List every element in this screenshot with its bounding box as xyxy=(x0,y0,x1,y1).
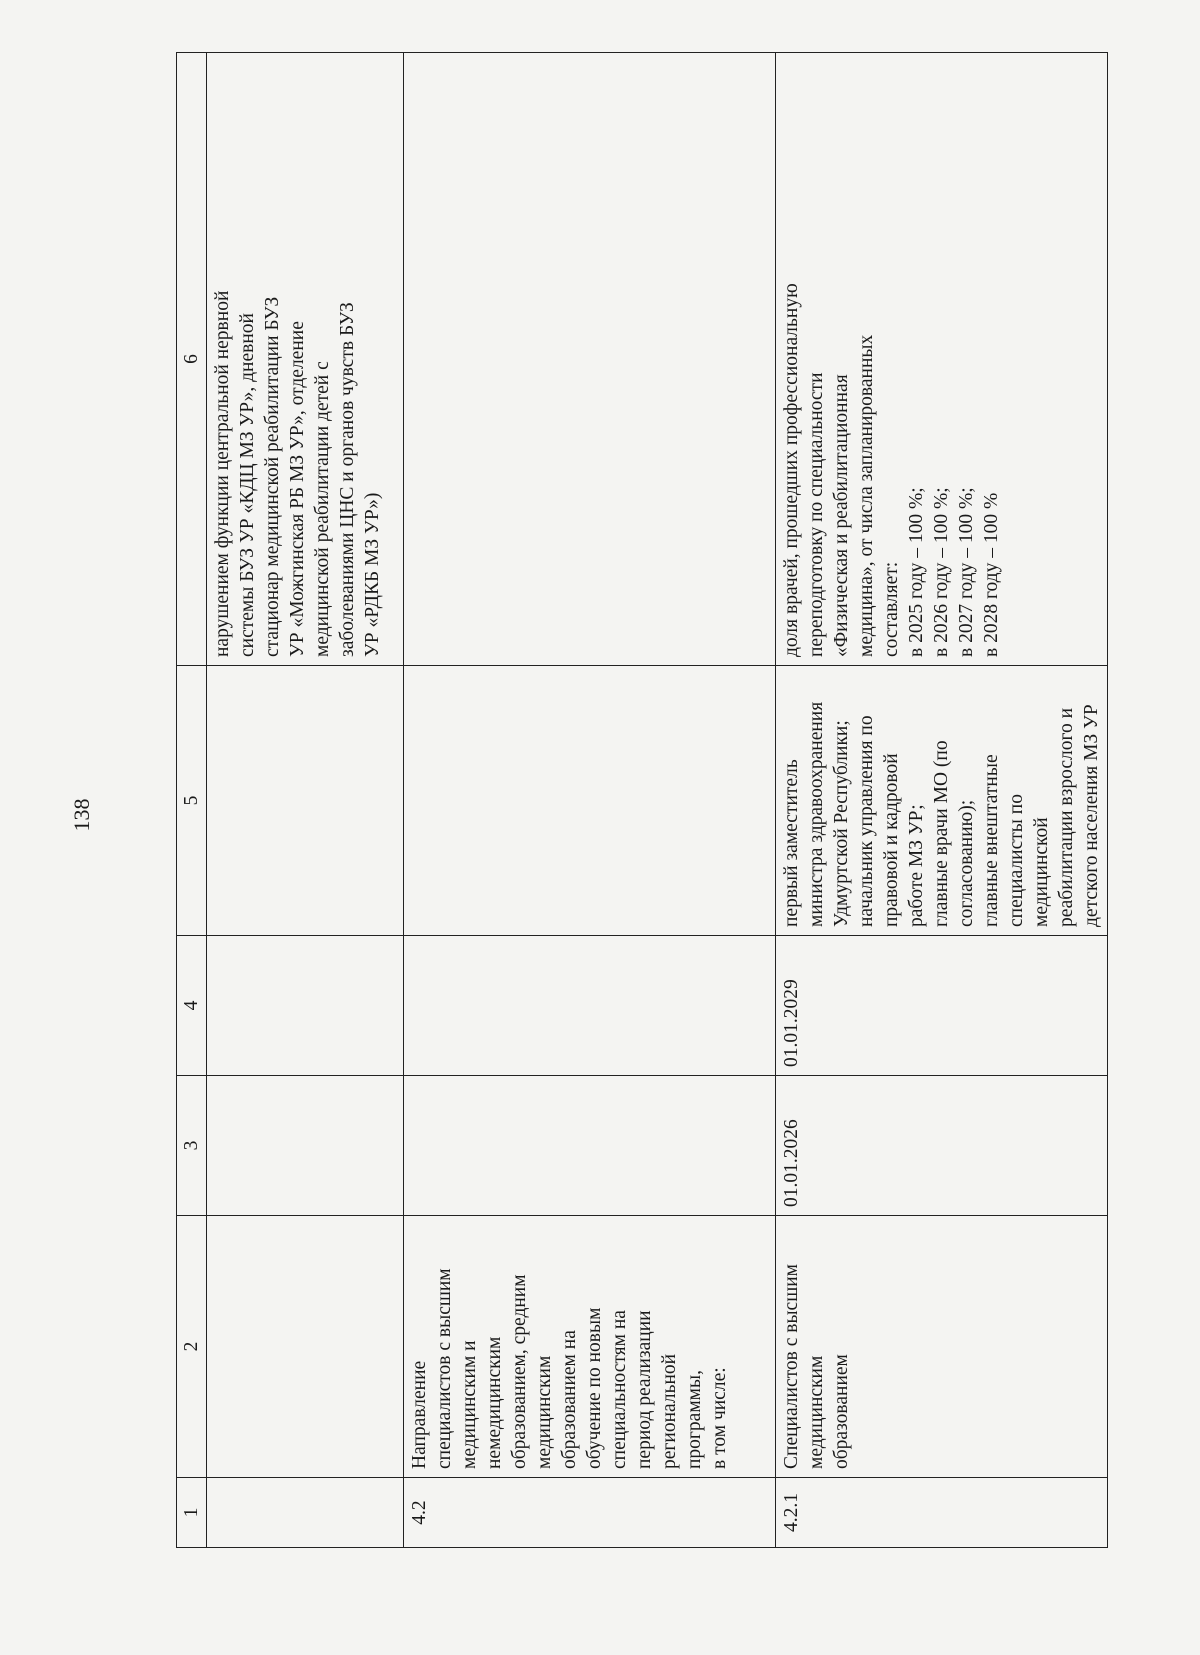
cell-text-line: образованием xyxy=(831,1354,852,1469)
column-header: 1 xyxy=(177,1478,207,1548)
table-cell-c2 xyxy=(776,1216,1108,1478)
table-cell-c6 xyxy=(776,53,1108,666)
column-header: 5 xyxy=(177,666,207,936)
table-cell-c1 xyxy=(207,1478,404,1548)
column-header: 6 xyxy=(177,53,207,666)
cell-text: 01.01.2029 xyxy=(781,979,802,1067)
cell-text: 4.2.1 xyxy=(781,1493,802,1532)
cell-text-line: образованием, средним xyxy=(509,1274,530,1469)
column-header: 3 xyxy=(177,1076,207,1216)
cell-text-line: медицинской xyxy=(1031,817,1052,927)
cell-text-line: доля врачей, прошедших профессиональную xyxy=(781,283,802,657)
table-row xyxy=(404,53,776,1548)
table-row xyxy=(207,53,404,1548)
cell-text-line: медицина», от числа запланированных xyxy=(856,334,877,657)
table-cell-c2 xyxy=(207,1216,404,1478)
cell-text-line: составляет: xyxy=(881,561,902,657)
cell-text-line: заболеваниями ЦНС и органов чувств БУЗ xyxy=(337,302,358,657)
cell-text-line: Специалистов с высшим xyxy=(781,1264,802,1469)
measures-table xyxy=(176,52,1108,1548)
cell-text-line: УР «Можгинская РБ МЗ УР», отделение xyxy=(287,321,308,657)
cell-text-line: немедицинским xyxy=(484,1336,505,1469)
table-row xyxy=(776,53,1108,1548)
table-cell-c4 xyxy=(207,936,404,1076)
table-cell-c1 xyxy=(404,1478,776,1548)
cell-text-line: Удмуртской Республики; xyxy=(831,720,852,927)
cell-text-line: специалисты по xyxy=(1006,794,1027,927)
cell-text-line: главные врачи МО (по xyxy=(931,740,952,927)
cell-text: 4.2 xyxy=(409,1500,430,1525)
table-cell-c4 xyxy=(404,936,776,1076)
cell-text-line: первый заместитель xyxy=(781,759,802,927)
cell-text-line: детского населения МЗ УР xyxy=(1081,704,1102,927)
cell-text-line: медицинским и xyxy=(459,1340,480,1469)
cell-text-line: стационар медицинской реабилитации БУЗ xyxy=(262,296,283,657)
cell-text-line: УР «РДКБ МЗ УР») xyxy=(362,492,383,657)
table-cell-c1 xyxy=(776,1478,1108,1548)
table-cell-c6 xyxy=(404,53,776,666)
column-header: 4 xyxy=(177,936,207,1076)
table-cell-c5 xyxy=(776,666,1108,936)
cell-text-line: в 2026 году – 100 %; xyxy=(931,487,952,657)
cell-text-line: в 2027 году – 100 %; xyxy=(956,487,977,657)
cell-text-line: обучение по новым xyxy=(584,1307,605,1469)
cell-text-line: «Физическая и реабилитационная xyxy=(831,374,852,657)
cell-text-line: специалистов с высшим xyxy=(434,1268,455,1469)
cell-text-line: согласованию); xyxy=(956,799,977,927)
table-cell-c3 xyxy=(404,1076,776,1216)
cell-text-line: медицинским xyxy=(534,1355,555,1469)
table-cell-c3 xyxy=(776,1076,1108,1216)
cell-text-line: реабилитации взрослого и xyxy=(1056,707,1077,927)
cell-text-line: медицинской реабилитации детей с xyxy=(312,361,333,657)
table-cell-c4 xyxy=(776,936,1108,1076)
table-cell-c2 xyxy=(404,1216,776,1478)
cell-text-line: Направление xyxy=(409,1360,430,1469)
table-cell-c6 xyxy=(207,53,404,666)
cell-text-line: главные внештатные xyxy=(981,754,1002,927)
cell-text-line: работе МЗ УР; xyxy=(906,804,927,927)
cell-text-line: министра здравоохранения xyxy=(806,701,827,927)
table-cell-c3 xyxy=(207,1076,404,1216)
table-cell-c5 xyxy=(404,666,776,936)
cell-text-line: системы БУЗ УР «КДЦ МЗ УР», дневной xyxy=(237,313,258,657)
column-header: 2 xyxy=(177,1216,207,1478)
cell-text-line: правовой и кадровой xyxy=(881,753,902,927)
cell-text-line: в том числе: xyxy=(709,1367,730,1469)
page-number: 138 xyxy=(69,798,94,832)
cell-text-line: в 2028 году – 100 % xyxy=(981,492,1002,657)
cell-text-line: специальностям на xyxy=(609,1310,630,1469)
cell-text-line: начальник управления по xyxy=(856,715,877,927)
rotated-table-container xyxy=(176,53,1102,1548)
table-header-row xyxy=(177,53,207,1548)
cell-text-line: образованием на xyxy=(559,1330,580,1469)
cell-text-line: медицинским xyxy=(806,1355,827,1469)
cell-text-line: период реализации xyxy=(634,1310,655,1469)
cell-text-line: в 2025 году – 100 %; xyxy=(906,487,927,657)
table-cell-c5 xyxy=(207,666,404,936)
cell-text-line: региональной xyxy=(659,1353,680,1469)
cell-text: 01.01.2026 xyxy=(781,1119,802,1207)
cell-text-line: переподготовку по специальности xyxy=(806,372,827,657)
cell-text-line: нарушением функции центральной нервной xyxy=(212,290,233,657)
cell-text-line: программы, xyxy=(684,1370,705,1469)
